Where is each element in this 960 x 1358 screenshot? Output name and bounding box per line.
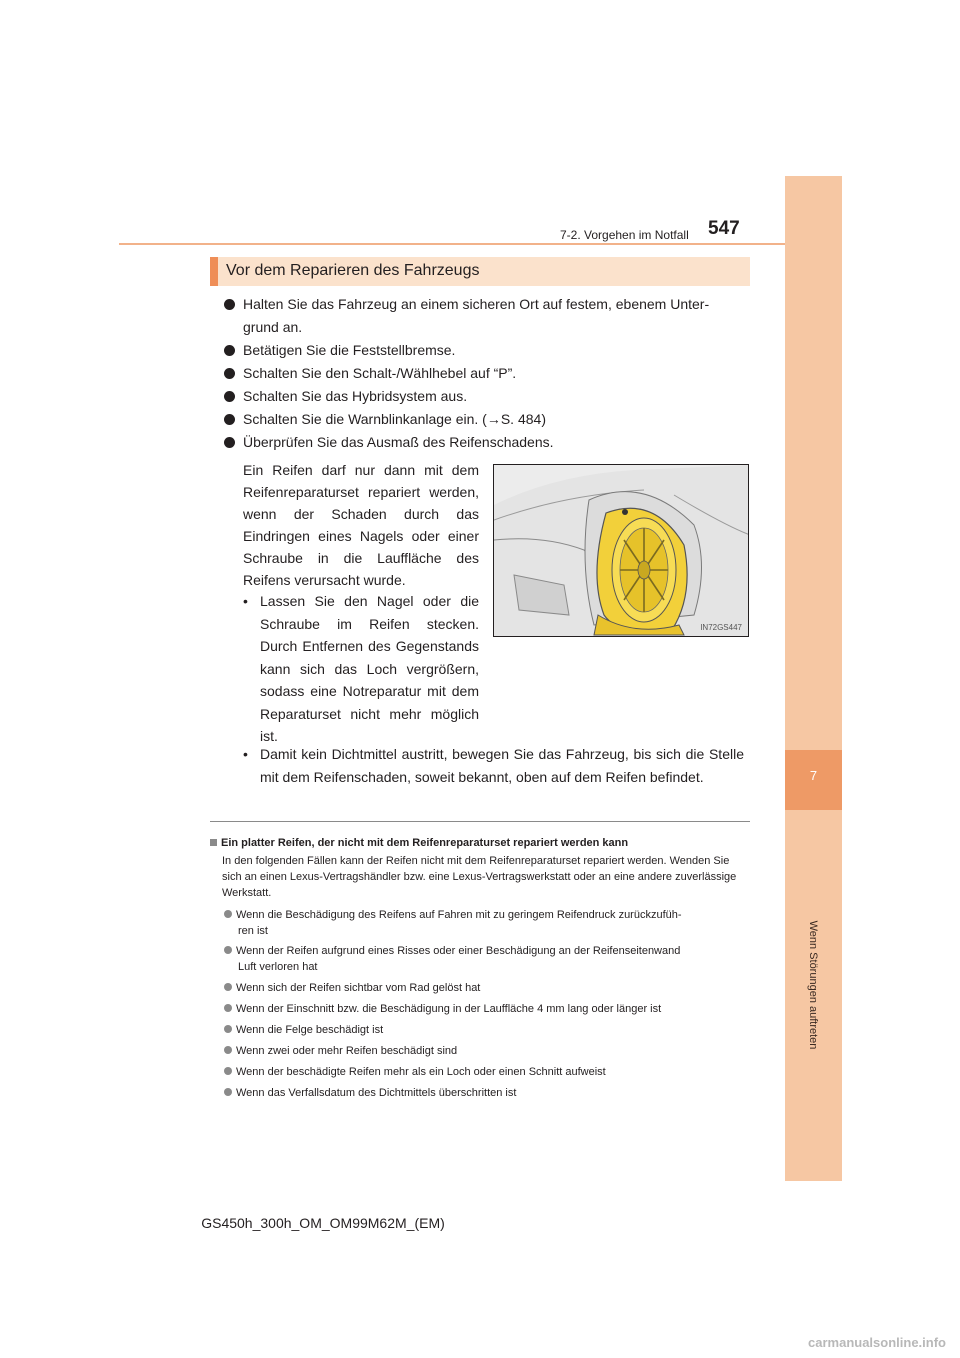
section-divider: [210, 821, 750, 822]
bullet-item: Schalten Sie den Schalt-/Wählhebel auf “P”.: [224, 362, 516, 385]
bullet-dot-icon: [224, 368, 235, 379]
bullet-item: Schalten Sie die Warnblinkanlage ein. (→S. 484): [224, 408, 546, 431]
circle-bullet-icon: [224, 910, 232, 918]
note-item: Wenn die Felge beschädigt ist: [224, 1022, 752, 1038]
bullet-item: Halten Sie das Fahrzeug an einem sicheren Ort auf festem, ebenem Unter- grund an.: [224, 293, 750, 339]
circle-bullet-icon: [224, 1004, 232, 1012]
bullet-dot-icon: [224, 391, 235, 402]
bullet-dot-icon: [224, 299, 235, 310]
circle-bullet-icon: [224, 1025, 232, 1033]
figure-code: IN72GS447: [700, 623, 742, 632]
note-title: Ein platter Reifen, der nicht mit dem Reifenreparaturset repariert werden kann: [210, 837, 628, 849]
bullet-dot-icon: [224, 437, 235, 448]
note-item: Wenn zwei oder mehr Reifen beschädigt sind: [224, 1043, 752, 1059]
note-item: Wenn die Beschädigung des Reifens auf Fahren mit zu geringem Reifendruck zurückzufüh- ren ist: [224, 907, 752, 939]
note-item: Wenn der beschädigte Reifen mehr als ein Loch oder einen Schnitt aufweist: [224, 1064, 752, 1080]
circle-bullet-icon: [224, 1067, 232, 1075]
explanation-paragraph: Ein Reifen darf nur dann mit dem Reifenreparaturset repariert werden, wenn der Schaden durch das Eindringen eines Nagels oder einer Schraube in die Lauffläche des Reifens verursacht wurde.: [243, 462, 479, 588]
section-label: 7-2. Vorgehen im Notfall: [560, 228, 689, 242]
square-bullet-icon: [210, 839, 217, 846]
sub-item: • Lassen Sie den Nagel oder die Schraube im Reifen stecken. Durch Entfernen des Gegenstands kann sich das Loch vergrößern, sodass eine Notreparatur mit dem Reparaturset nicht mehr möglich ist.: [243, 593, 479, 744]
watermark: carmanualsonline.info: [808, 1335, 946, 1350]
note-item: Wenn sich der Reifen sichtbar vom Rad gelöst hat: [224, 980, 752, 996]
note-item: Wenn der Einschnitt bzw. die Beschädigung in der Lauffläche 4 mm lang oder länger ist: [224, 1001, 752, 1017]
note-intro: In den folgenden Fällen kann der Reifen nicht mit dem Reifenreparaturset repariert werden. Wenden Sie sich an einen Lexus-Vertragshändler bzw. eine Lexus-Vertragswerkstatt oder an eine andere zuverlässige Werkstatt.: [222, 855, 737, 899]
bullet-item: Überprüfen Sie das Ausmaß des Reifenschadens.: [224, 431, 554, 454]
circle-bullet-icon: [224, 946, 232, 954]
chapter-title: Wenn Störungen auftreten: [807, 920, 819, 1050]
chapter-number: 7: [809, 768, 818, 783]
tire-illustration: [493, 464, 749, 637]
bullet-dot-icon: [224, 345, 235, 356]
section-heading-accent: [210, 257, 218, 286]
circle-bullet-icon: [224, 1046, 232, 1054]
note-item: Wenn der Reifen aufgrund eines Risses oder einer Beschädigung an der Reifenseitenwand Luft verloren hat: [224, 943, 752, 975]
section-heading: Vor dem Reparieren des Fahrzeugs: [226, 262, 480, 279]
circle-bullet-icon: [224, 983, 232, 991]
page-number: 547: [708, 218, 740, 239]
note-item: Wenn das Verfallsdatum des Dichtmittels überschritten ist: [224, 1085, 752, 1101]
bullet-item: Betätigen Sie die Feststellbremse.: [224, 339, 455, 362]
flat-tire-drawing: [494, 465, 749, 637]
bullet-item: Schalten Sie das Hybridsystem aus.: [224, 385, 467, 408]
bullet-dot-icon: [224, 414, 235, 425]
sub-item: • Damit kein Dichtmittel austritt, bewegen Sie das Fahrzeug, bis sich die Stelle mit dem Reifenschaden, soweit bekannt, oben auf dem Reifen befindet.: [243, 746, 744, 785]
header-rule: [119, 243, 785, 245]
document-code: GS450h_300h_OM_OM99M62M_(EM): [201, 1215, 445, 1231]
circle-bullet-icon: [224, 1088, 232, 1096]
